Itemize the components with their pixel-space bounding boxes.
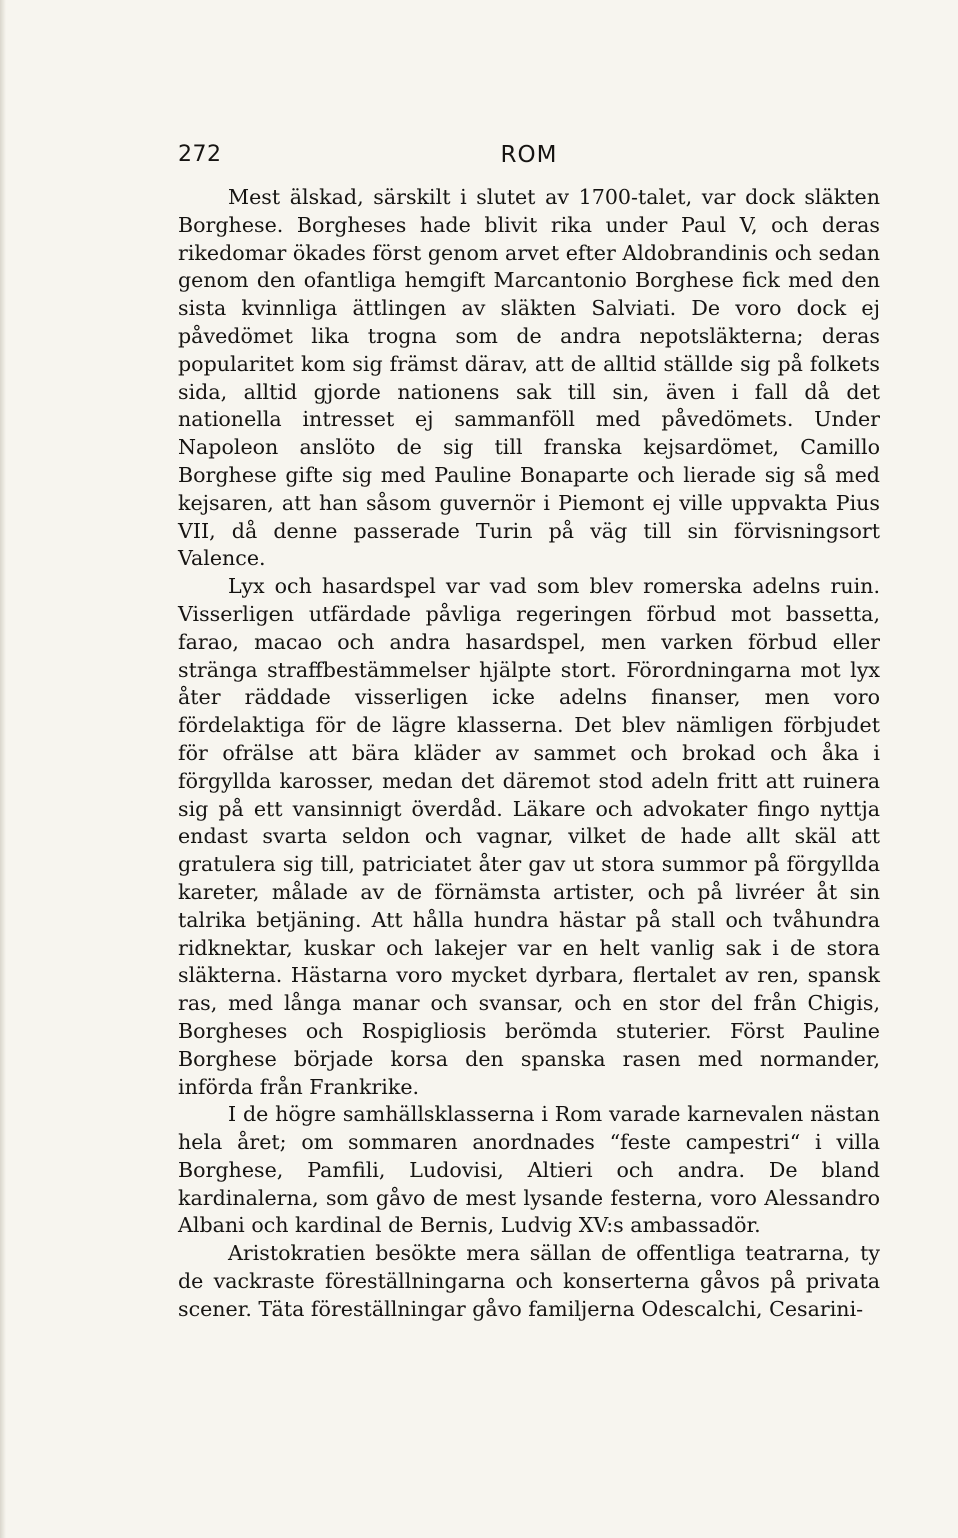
paragraph: Mest älskad, särskilt i slutet av 1700-talet, var dock släkten Borghese. Borgheses hade blivit rika under Paul V, och deras rikedomar ökades först genom arvet efter Aldobrandinis och sedan genom den ofantliga hemgift Marcantonio Borghese fick med den sista kvinnliga ättlingen av släkten Salviati. De voro dock ej påvedömet lika trogna som de andra nepotsläkterna; deras popularitet kom sig främst därav, att de alltid ställde sig på folkets sida, alltid gjorde nationens sak till sin, även i fall då det nationella intresset ej sammanföll med påvedömets. Under Napoleon anslöto de sig till franska kejsardömet, Camillo Borghese gifte sig med Pauline Bonaparte och lierade sig så med kejsaren, att han såsom guvernör i Piemont ej ville uppvakta Pius VII, då denne passerade Turin på väg till sin förvisningsort Valence. — [178, 185, 880, 571]
running-head: ROM — [500, 142, 558, 168]
page-edge-shadow — [0, 0, 6, 1538]
page-header — [178, 140, 880, 174]
paragraph: Aristokratien besökte mera sällan de offentliga teatrarna, ty de vackraste föreställningarna och konserterna gåvos på privata scener. Täta föreställningar gåvo familjerna Odescalchi, Cesarini- — [178, 1241, 880, 1321]
page-number: 272 — [178, 142, 222, 167]
paragraph: Lyx och hasardspel var vad som blev romerska adelns ruin. Visserligen utfärdade påvliga regeringen förbud mot bassetta, farao, macao och andra hasardspel, men varken förbud eller stränga straffbestämmelser hjälpte stort. Förordningarna mot lyx åter räddade visserligen icke adelns finanser, men voro fördelaktiga för de lägre klasserna. Det blev nämligen förbjudet för ofrälse att bära kläder av sammet och brokad och åka i förgyllda karosser, medan det däremot stod adeln fritt att ruinera sig på ett vansinnigt överdåd. Läkare och advokater fingo nyttja endast svarta seldon och vagnar, vilket de hade allt skäl att gratulera sig till, patriciatet åter gav ut stora summor på förgyllda kareter, målade av de förnämsta artister, och på livréer åt sin talrika betjäning. Att hålla hundra hästar på stall och tvåhundra ridknektar, kuskar och lakejer var en helt vanlig sak i de stora släkterna. Hästarna voro mycket dyrbara, flertalet av ren, spansk ras, med långa manar och svansar, och en stor del från Chigis, Borgheses och Rospigliosis berömda stuterier. Först Pauline Borghese började korsa den spanska rasen med normander, införda från Frankrike. — [178, 574, 880, 1099]
paragraph: I de högre samhällsklasserna i Rom varade karnevalen nästan hela året; om sommaren anordnades “feste campestri“ i villa Borghese, Pamfili, Ludovisi, Altieri och andra. De bland kardinalerna, som gåvo de mest lysande festerna, voro Alessandro Albani och kardinal de Bernis, Ludvig XV:s ambassadör. — [178, 1102, 880, 1238]
body-text — [178, 184, 880, 1324]
